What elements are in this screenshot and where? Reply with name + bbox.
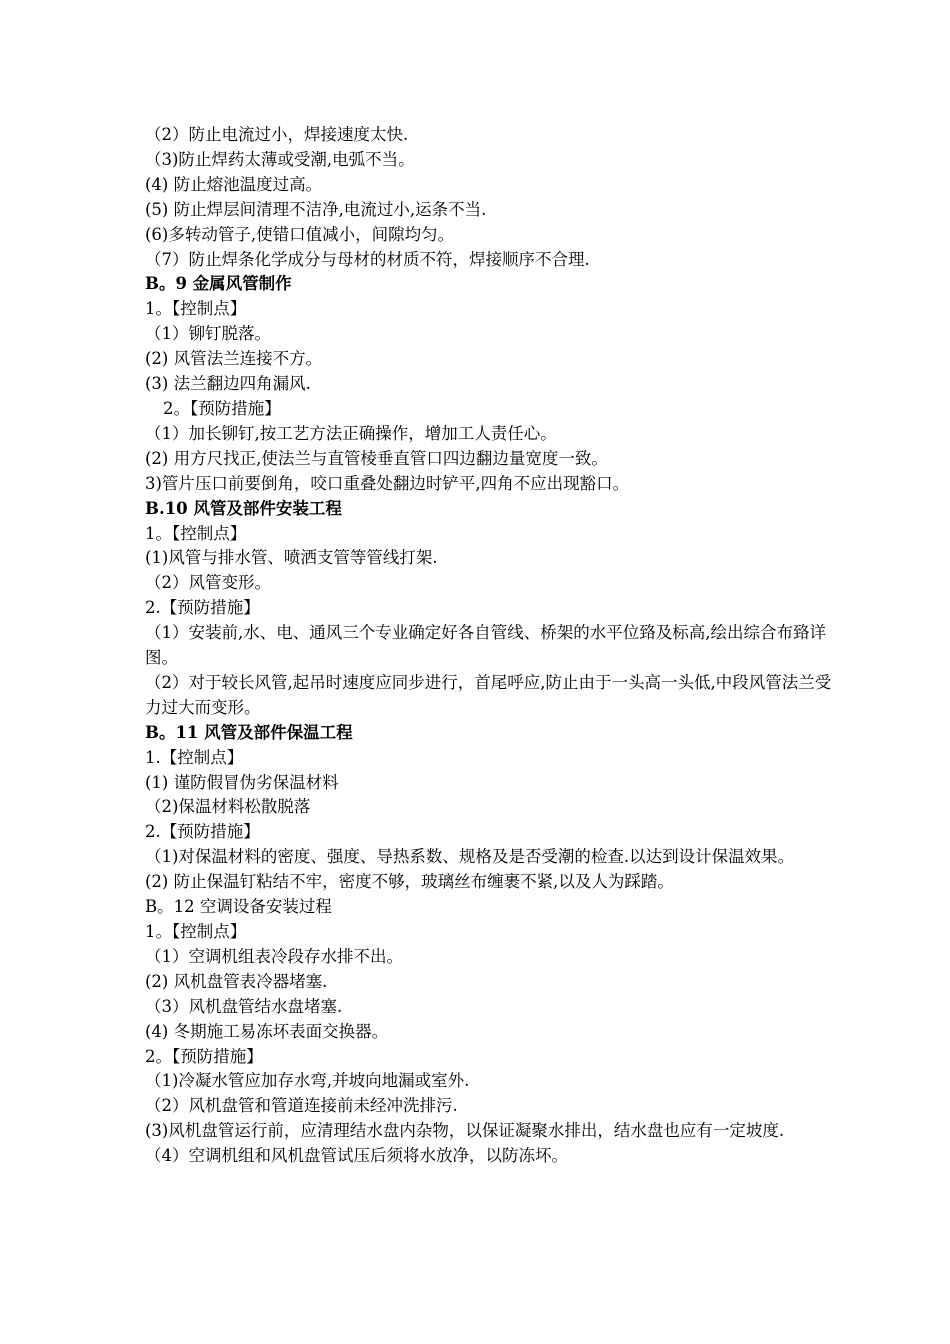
text-line: 1。【控制点】 [145, 523, 247, 543]
text-line: (2) 风管法兰连接不方。 [145, 349, 323, 369]
text-line: （2）防止电流过小，焊接速度太快. [145, 125, 409, 144]
text-line: 2。【预防措施】 [145, 1046, 263, 1066]
text-line: (5) 防止焊层间清理不洁净,电流过小,运条不当. [145, 199, 487, 219]
text-line: 2。【预防措施】 [163, 398, 281, 418]
text-line: (3) 法兰翻边四角漏风. [145, 374, 311, 394]
text-line: (4) 防止熔池温度过高。 [145, 174, 323, 194]
text-line: （2）对于较长风管,起吊时速度应同步进行，首尾呼应,防止由于一头高一头低,中段风管法兰受力过大而变形。 [145, 672, 832, 717]
section-heading: B。9 金属风管制作 [145, 274, 292, 294]
section-heading: B。11 风管及部件保温工程 [145, 722, 353, 742]
text-line: （2）风管变形。 [145, 573, 271, 593]
text-line: （1)冷凝水管应加存水弯,并坡向地漏或室外. [145, 1071, 470, 1091]
text-line: （3）风机盘管结水盘堵塞. [145, 996, 343, 1016]
text-line: (2) 风机盘管表冷器堵塞. [145, 971, 328, 991]
text-line: 1。【控制点】 [145, 299, 247, 319]
text-line: （1)对保温材料的密度、强度、导热系数、规格及是否受潮的检查.以达到设计保温效果。 [145, 847, 795, 867]
text-line: (1) 谨防假冒伪劣保温材料 [145, 772, 339, 792]
text-line: B。12 空调设备安装过程 [145, 897, 332, 917]
section-heading: B.10 风管及部件安装工程 [145, 498, 342, 518]
text-line: （1）空调机组表冷段存水排不出。 [145, 946, 403, 966]
text-line: 1.【控制点】 [145, 747, 244, 767]
text-line: （1）铆钉脱落。 [145, 324, 271, 344]
text-line: (3)风机盘管运行前，应清理结水盘内杂物，以保证凝聚水排出，结水盘也应有一定坡度. [145, 1121, 785, 1141]
text-line: (6)多转动管子,使错口值减小，间隙均匀。 [145, 224, 455, 244]
text-line: (1)风管与排水管、喷洒支管等管线打架. [145, 548, 438, 568]
text-line: (2) 防止保温钉粘结不牢，密度不够，玻璃丝布缠裹不紧,以及人为踩踏。 [145, 872, 674, 892]
text-line: (4) 冬期施工易冻坏表面交换器。 [145, 1021, 389, 1041]
text-line: （1）加长铆钉,按工艺方法正确操作，增加工人责任心。 [145, 423, 557, 443]
text-line: （7）防止焊条化学成分与母材的材质不符，焊接顺序不合理. [145, 249, 590, 269]
text-line: （2)保温材料松散脱落 [145, 797, 311, 817]
text-line: 2.【预防措施】 [145, 822, 260, 842]
text-line: 2.【预防措施】 [145, 598, 260, 618]
text-line: （3)防止焊药太薄或受潮,电弧不当。 [145, 149, 415, 169]
text-line: 3)管片压口前要倒角，咬口重叠处翻边时铲平,四角不应出现豁口。 [145, 473, 630, 493]
text-line: （4）空调机组和风机盘管试压后须将水放净，以防冻坏。 [145, 1146, 568, 1166]
document-page [145, 123, 835, 1169]
text-line: 1。【控制点】 [145, 922, 247, 941]
text-line: （2）风机盘管和管道连接前未经冲洗排污. [145, 1096, 458, 1116]
text-line: （1）安装前,水、电、通风三个专业确定好各自管线、桥架的水平位臵及标高,绘出综合布臵详图。 [145, 623, 826, 668]
text-line: (2) 用方尺找正,使法兰与直管棱垂直管口四边翻边量宽度一致。 [145, 448, 608, 468]
